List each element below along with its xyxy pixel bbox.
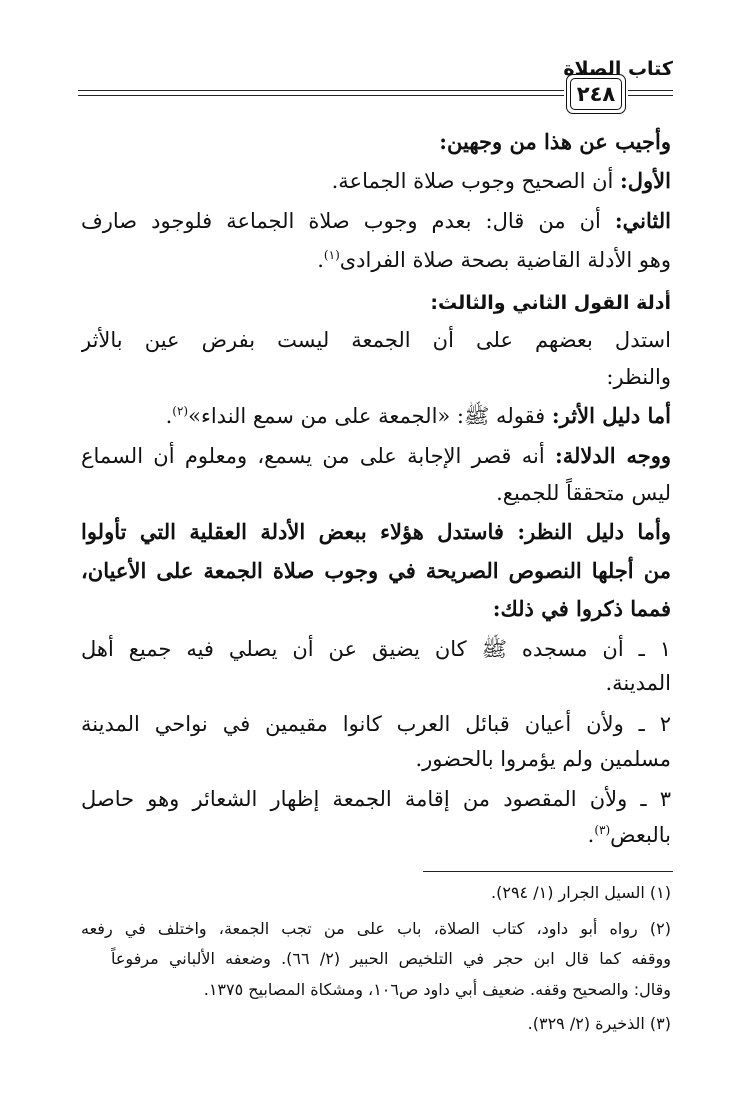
body-line-12: من أجلها النصوص الصريحة في وجوب صلاة الجمعة على الأعيان، — [81, 558, 671, 583]
header-rule-left-top — [78, 90, 564, 91]
list-item-3-cont — [81, 820, 671, 850]
label-dalala: ووجه الدلالة: — [554, 443, 671, 468]
footnote-separator — [423, 871, 673, 872]
body-line-1: وأجيب عن هذا من وجهين: — [439, 129, 671, 154]
body-line-2-text: أن الصحيح وجوب صلاة الجماعة. — [331, 169, 621, 193]
label-athar: أما دليل الأثر: — [551, 403, 671, 428]
footnote-ref-1: (١) — [323, 248, 340, 262]
body-line-2 — [81, 166, 671, 196]
footnote-2-line-2: ووقفه كما قال ابن حجر في التلخيص الحبير (٢/ ٦٦). وضعفه الألباني مرفوعاً — [111, 949, 671, 968]
body-line-9-text: أنه قصر الإجابة على من يسمع، ومعلوم أن السماع — [81, 444, 555, 468]
running-title: كتاب الصلاة — [563, 58, 673, 80]
header-rule-left-bottom — [78, 95, 564, 96]
body-line-8-end: . — [165, 404, 173, 428]
body-line-9 — [81, 441, 671, 471]
page-header — [0, 0, 753, 120]
list-item-2-cont: مسلمين ولم يؤمروا بالحضور. — [415, 747, 671, 771]
header-rule-right-bottom — [628, 95, 673, 96]
footnote-ref-2: (٢) — [172, 404, 189, 418]
body-line-3-text: أن من قال: بعدم وجوب صلاة الجماعة فلوجود صارف — [81, 209, 615, 233]
header-rule-right-top — [628, 90, 673, 91]
list-item-1-cont: المدينة. — [605, 671, 671, 695]
footnote-2-line-3: وقال: والصحيح وقفه. ضعيف أبي داود ص١٠٦، ومشكاة المصابيح ١٣٧٥. — [203, 980, 671, 999]
body-line-7: والنظر: — [606, 365, 671, 389]
footnote-ref-3: (٣) — [594, 823, 611, 837]
body-line-13: فمما ذكروا في ذلك: — [492, 596, 671, 621]
body-line-8-text: فقوله ﷺ: «الجمعة على من سمع النداء» — [188, 404, 552, 428]
list-item-3-end: . — [587, 823, 595, 847]
list-item-2: ٢ ـ ولأن أعيان قبائل العرب كانوا مقيمين في نواحي المدينة — [81, 712, 671, 736]
body-line-4-end: . — [317, 248, 324, 272]
body-line-3 — [81, 206, 671, 236]
label-second: الثاني: — [614, 208, 671, 233]
body-line-10: ليس متحققاً للجميع. — [496, 481, 671, 505]
body-line-4-text: وهو الأدلة القاضية بصحة صلاة الفرادى — [339, 248, 671, 272]
body-line-6: استدل بعضهم على أن الجمعة ليست بفرض عين بالأثر — [81, 328, 671, 352]
list-item-3-cont-text: بالبعض — [610, 823, 671, 847]
list-item-1: ١ ـ أن مسجده ﷺ كان يضيق عن أن يصلي فيه جميع أهل — [81, 637, 671, 661]
page-number-box — [566, 74, 626, 114]
list-item-3: ٣ ـ ولأن المقصود من إقامة الجمعة إظهار الشعائر وهو حاصل — [81, 787, 671, 811]
body-line-11: وأما دليل النظر: فاستدل هؤلاء ببعض الأدلة العقلية التي تأولوا — [81, 519, 671, 544]
footnote-2-line-1: (٢) رواه أبو داود، كتاب الصلاة، باب على من تجب الجمعة، واختلف في رفعه — [81, 919, 671, 938]
section-heading: أدلة القول الثاني والثالث: — [430, 292, 671, 314]
body-line-4 — [81, 245, 671, 275]
page-number: ٢٤٨ — [570, 78, 622, 110]
footnote-3: (٣) الذخيرة (٢/ ٣٢٩). — [527, 1014, 671, 1033]
body-line-8 — [81, 401, 671, 431]
footnote-1: (١) السيل الجرار (١/ ٢٩٤). — [491, 883, 671, 902]
label-first: الأول: — [620, 168, 671, 193]
